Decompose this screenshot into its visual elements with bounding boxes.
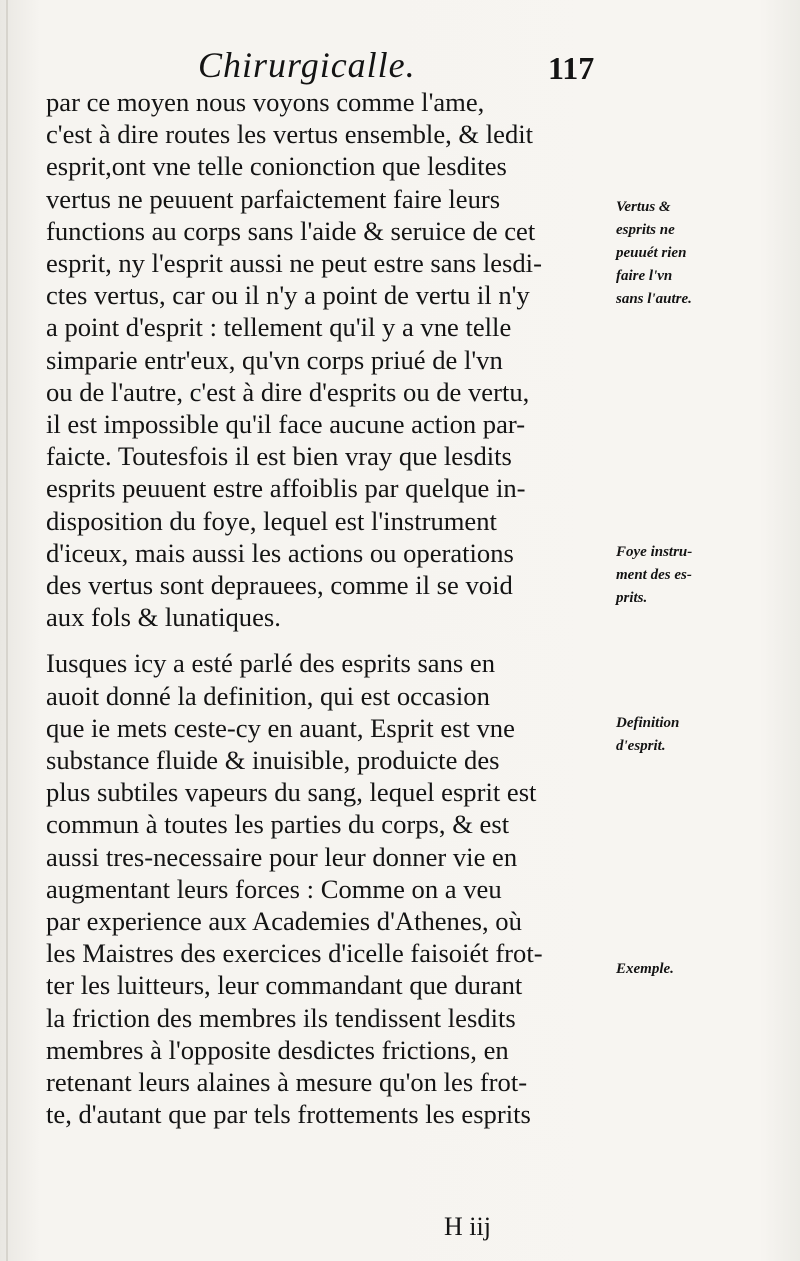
text-line: disposition du foye, lequel est l'instrument: [46, 505, 497, 536]
text-line: c'est à dire routes les vertus ensemble, & ledit: [46, 119, 534, 150]
text-line: des vertus sont deprauees, comme il se void: [46, 570, 513, 601]
running-title: Chirurgicalle.: [198, 45, 416, 85]
text-line: simparie entr'eux, qu'vn corps priué de l'vn: [46, 344, 503, 375]
marginal-note-vertus: [616, 196, 796, 311]
text-line: vertus ne peuuent parfaictement faire leurs: [46, 183, 501, 214]
text-line: aussi tres-necessaire pour leur donner vie en: [46, 841, 518, 872]
text-line: faicte. Toutesfois il est bien vray que lesdits: [46, 441, 512, 472]
paragraph-gap: [46, 633, 620, 647]
text-line: plus subtiles vapeurs du sang, lequel esprit est: [46, 777, 537, 808]
text-line: commun à toutes les parties du corps, & est: [46, 809, 510, 840]
text-line: il est impossible qu'il face aucune action par-: [46, 409, 526, 440]
marginal-note-line: Definition: [616, 715, 680, 731]
text-line: ou de l'autre, c'est à dire d'esprits ou de vertu,: [46, 376, 530, 407]
text-line: esprit,ont vne telle conionction que lesdites: [46, 151, 507, 182]
marginal-note-line: faire l'vn: [616, 268, 673, 284]
marginal-note-line: ment des es-: [616, 567, 692, 583]
text-line: d'iceux, mais aussi les actions ou operations: [46, 537, 514, 568]
text-line: esprit, ny l'esprit aussi ne peut estre sans lesdi-: [46, 248, 542, 279]
text-line: ter les luitteurs, leur commandant que durant: [46, 970, 523, 1001]
text-line: esprits peuuent estre affoiblis par quelque in-: [46, 473, 526, 504]
page-edge: [6, 0, 8, 1261]
marginal-note-exemple: [616, 958, 796, 981]
text-line: aux fols & lunatiques.: [46, 602, 281, 633]
marginal-note-line: esprits ne: [616, 222, 675, 238]
text-line: ctes vertus, car ou il n'y a point de vertu il n'y: [46, 280, 530, 311]
marginal-note-line: d'esprit.: [616, 738, 666, 754]
text-line: par experience aux Academies d'Athenes, où: [46, 906, 522, 937]
paragraph-2: [46, 647, 620, 1130]
text-line: retenant leurs alaines à mesure qu'on les frot-: [46, 1067, 528, 1098]
signature-mark: H iij: [444, 1212, 491, 1241]
text-line: membres à l'opposite desdictes frictions, en: [46, 1034, 509, 1065]
marginal-note-line: Vertus &: [616, 199, 671, 215]
text-line: augmentant leurs forces : Comme on a veu: [46, 873, 502, 904]
text-line: par ce moyen nous voyons comme l'ame,: [46, 87, 485, 117]
marginal-note-line: Foye instru-: [616, 544, 693, 560]
paragraph-1: [46, 86, 620, 633]
marginal-note-foye: [616, 541, 796, 610]
text-line: a point d'esprit : tellement qu'il y a vne telle: [46, 312, 512, 343]
marginal-note-line: prits.: [616, 590, 648, 606]
text-line: substance fluide & inuisible, produicte des: [46, 745, 500, 776]
marginal-note-line: peuuét rien: [616, 245, 687, 261]
page-header: [0, 40, 800, 92]
marginal-note-line: Exemple.: [616, 961, 674, 977]
text-line: te, d'autant que par tels frottements les esprits: [46, 1099, 531, 1130]
marginal-note-line: sans l'autre.: [616, 291, 692, 307]
text-line: auoit donné la definition, qui est occasion: [46, 680, 490, 711]
text-line: la friction des membres ils tendissent lesdits: [46, 1002, 516, 1033]
body-text: [46, 86, 620, 1131]
text-line: Iusques icy a esté parlé des esprits sans en: [46, 648, 496, 679]
page-number: 117: [548, 50, 595, 86]
text-line: functions au corps sans l'aide & seruice de cet: [46, 215, 536, 246]
marginal-note-definition: [616, 712, 796, 758]
text-line: les Maistres des exercices d'icelle faisoiét frot-: [46, 938, 543, 969]
text-line: que ie mets ceste-cy en auant, Esprit est vne: [46, 712, 515, 743]
